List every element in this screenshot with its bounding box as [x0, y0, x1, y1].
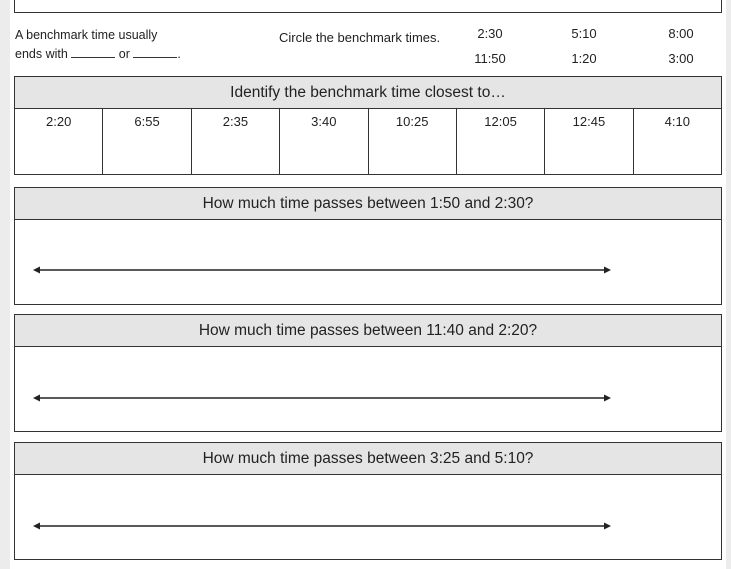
- sentence-or: or: [118, 47, 130, 61]
- question-text: How much time passes between 11:40 and 2:20?: [15, 315, 721, 347]
- number-line[interactable]: [33, 521, 611, 531]
- sentence-period: .: [177, 47, 181, 61]
- elapsed-time-question-1: [14, 187, 722, 305]
- identify-benchmark-table: [14, 76, 722, 175]
- answer-blank-1[interactable]: [71, 46, 115, 58]
- circle-time-option[interactable]: 5:10: [571, 26, 597, 41]
- identify-cell[interactable]: 3:40: [280, 108, 368, 174]
- circle-time-option[interactable]: 11:50: [474, 51, 506, 66]
- identify-cell[interactable]: 12:05: [457, 108, 545, 174]
- number-line[interactable]: [33, 265, 611, 275]
- identify-cell[interactable]: 12:45: [545, 108, 633, 174]
- previous-section-box: [14, 0, 722, 13]
- identify-title: Identify the benchmark time closest to…: [15, 77, 721, 109]
- identify-cell[interactable]: 2:20: [15, 108, 103, 174]
- circle-instruction: Circle the benchmark times.: [279, 30, 441, 45]
- identify-cell[interactable]: 6:55: [103, 108, 191, 174]
- answer-blank-2[interactable]: [133, 46, 177, 58]
- sentence-line-1: A benchmark time usually: [15, 28, 158, 42]
- number-line[interactable]: [33, 393, 611, 403]
- identify-cell[interactable]: 2:35: [192, 108, 280, 174]
- elapsed-time-question-3: [14, 442, 722, 560]
- identify-cell[interactable]: 10:25: [369, 108, 457, 174]
- elapsed-time-question-2: [14, 314, 722, 432]
- circle-time-option[interactable]: 8:00: [668, 26, 694, 41]
- identify-cell[interactable]: 4:10: [664, 114, 690, 129]
- sentence-line-2-start: ends with: [15, 47, 68, 61]
- question-text: How much time passes between 1:50 and 2:30?: [15, 188, 721, 220]
- benchmark-sentence: [15, 26, 181, 64]
- identify-cells: [15, 108, 721, 174]
- circle-time-option[interactable]: 3:00: [668, 51, 694, 66]
- question-text: How much time passes between 3:25 and 5:10?: [15, 443, 721, 475]
- circle-time-option[interactable]: 1:20: [571, 51, 597, 66]
- circle-time-option[interactable]: 2:30: [477, 26, 503, 41]
